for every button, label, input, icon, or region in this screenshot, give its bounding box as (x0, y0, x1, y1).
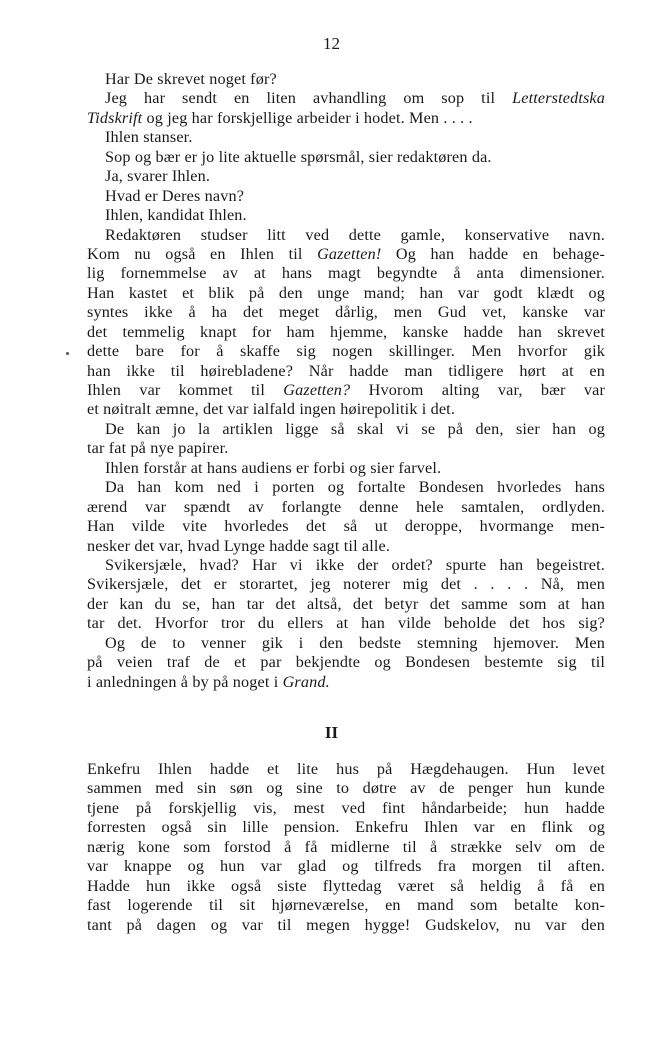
text-run: Ihlen forstår at hans audiens er forbi og sier farvel. (105, 458, 442, 477)
body-text-section-2 (87, 760, 605, 935)
section-heading: II (324, 723, 339, 742)
text-run: fast logerende til sit hjørneværelse, en mand som betalte kon- (87, 896, 605, 915)
text-run: tar fat på nye papirer. (87, 439, 229, 458)
text-line (87, 818, 605, 837)
text-run: Ihlen stanser. (105, 128, 193, 147)
text-line (87, 400, 605, 419)
text-line (87, 634, 605, 653)
text-run: Svikersjæle, det er storartet, jeg noterer mig det . . . . Nå, men (87, 575, 605, 594)
text-run: Han kastet et blik på den unge mand; han var godt klædt og (87, 283, 605, 302)
text-run: på veien traf de et par bekjendte og Bondesen bestemte sig til (87, 653, 605, 672)
italic-text: Grand. (282, 672, 330, 691)
text-line (87, 439, 605, 458)
text-line (87, 89, 605, 108)
text-line (87, 575, 605, 594)
text-run: Jeg har sendt en liten avhandling om sop til (105, 89, 513, 108)
text-run: sammen med sin søn og sine to døtre av de penger hun kunde (87, 779, 605, 798)
text-line (87, 838, 605, 857)
text-run: der kan du se, han tar det altså, det betyr det samme som at han (87, 594, 605, 613)
text-run: Sop og bær er jo lite aktuelle spørsmål, sier redaktøren da. (105, 147, 492, 166)
text-line (87, 556, 605, 575)
text-run: Hadde hun ikke også siste flyttedag været så heldig å få en (87, 876, 605, 895)
text-line (87, 381, 605, 400)
text-line (87, 70, 605, 89)
text-line (87, 323, 605, 342)
text-line (87, 896, 605, 915)
text-line (87, 779, 605, 798)
text-run: tar det. Hvorfor tror du ellers at han vilde beholde det hos sig? (87, 614, 605, 633)
italic-text: Gazetten! (317, 244, 382, 263)
text-line (87, 362, 605, 381)
text-line (87, 537, 605, 556)
text-run: og jeg har forskjellige arbeider i hodet. Men . . . . (142, 108, 473, 127)
text-run: tjene på forskjellig vis, mest ved fint håndarbeide; hun hadde (87, 798, 605, 817)
text-run: tant på dagen og var til megen hygge! Gudskelov, nu var den (87, 915, 605, 934)
text-line (87, 109, 605, 128)
text-line (87, 187, 605, 206)
italic-text: Letterstedtska (512, 89, 605, 108)
body-text-section-1 (87, 70, 605, 692)
text-run: Og de to venner gik i den bedste stemning hjemover. Men (105, 633, 605, 652)
text-line (87, 799, 605, 818)
text-run: Hvad er Deres navn? (105, 186, 245, 205)
text-run: dette bare for å skaffe sig nogen skillinger. Men hvorfor gik (87, 342, 605, 361)
text-line (87, 517, 605, 536)
text-run: Kom nu også en Ihlen til (87, 244, 318, 263)
text-line (87, 877, 605, 896)
text-run: Enkefru Ihlen hadde et lite hus på Hægdehaugen. Hun levet (87, 760, 605, 778)
text-run: nærig kone som forstod å få midlerne til å strække selv om de (87, 837, 605, 856)
text-line (87, 916, 605, 935)
text-line (87, 284, 605, 303)
text-run: Og han hadde en behage- (381, 244, 605, 263)
text-run: lig fornemmelse av at hans magt begyndte å anta dimensioner. (87, 264, 605, 283)
text-line (87, 128, 605, 147)
italic-text: Gazetten? (283, 381, 351, 399)
text-run: Da han kom ned i porten og fortalte Bondesen hvorledes hans (105, 478, 605, 497)
text-run: Han vilde vite hvorledes det så ut deroppe, hvormange men- (87, 517, 605, 536)
text-line (87, 459, 605, 478)
text-line (87, 226, 605, 245)
text-line (87, 595, 605, 614)
text-run: Svikersjæle, hvad? Har vi ikke der ordet? spurte han begeistret. (105, 555, 605, 574)
text-line (87, 245, 605, 264)
text-line (87, 303, 605, 322)
text-line (87, 653, 605, 672)
text-run: ærend var spændt av forlangte denne hele samtalen, ordlyden. (87, 497, 605, 516)
text-run: i anledningen å by på noget i (87, 672, 283, 691)
text-run: Har De skrevet noget før? (105, 70, 277, 88)
text-run: De kan jo la artiklen ligge så skal vi se på den, sier han og (105, 419, 605, 438)
text-line (87, 206, 605, 225)
text-run: han ikke til høirebladene? Når hadde man tidligere hørt at en (87, 361, 605, 380)
text-run: et nøitralt æmne, det var ialfald ingen høirepolitik i det. (87, 400, 456, 419)
text-line (87, 673, 605, 692)
text-line (87, 342, 605, 361)
text-line (87, 478, 605, 497)
text-line (87, 167, 605, 186)
text-run: det temmelig knapt for ham hjemme, kanske hadde han skrevet (87, 322, 605, 341)
text-line (87, 420, 605, 439)
italic-text: Tidskrift (87, 108, 143, 127)
text-run: Redaktøren studser litt ved dette gamle, konservative navn. (105, 225, 605, 244)
page-number: 12 (323, 34, 340, 53)
text-run: nesker det var, hvad Lynge hadde sagt til alle. (87, 536, 391, 555)
text-line (87, 857, 605, 876)
text-run: forresten også sin lille pension. Enkefru Ihlen var en flink og (87, 818, 605, 837)
text-line (87, 498, 605, 517)
margin-mark (66, 352, 69, 355)
text-run: var knappe og hun var glad og tilfreds fra morgen til aften. (87, 857, 605, 876)
text-line (87, 148, 605, 167)
text-run: Ja, svarer Ihlen. (105, 167, 211, 186)
text-run: syntes ikke å ha det meget dårlig, men Gud vet, kanske var (87, 303, 605, 322)
text-line (87, 760, 605, 779)
text-line (87, 614, 605, 633)
text-run: Hvorom alting var, bær var (350, 381, 606, 399)
text-run: Ihlen var kommet til (87, 381, 284, 399)
text-run: Ihlen, kandidat Ihlen. (105, 206, 247, 225)
text-line (87, 264, 605, 283)
